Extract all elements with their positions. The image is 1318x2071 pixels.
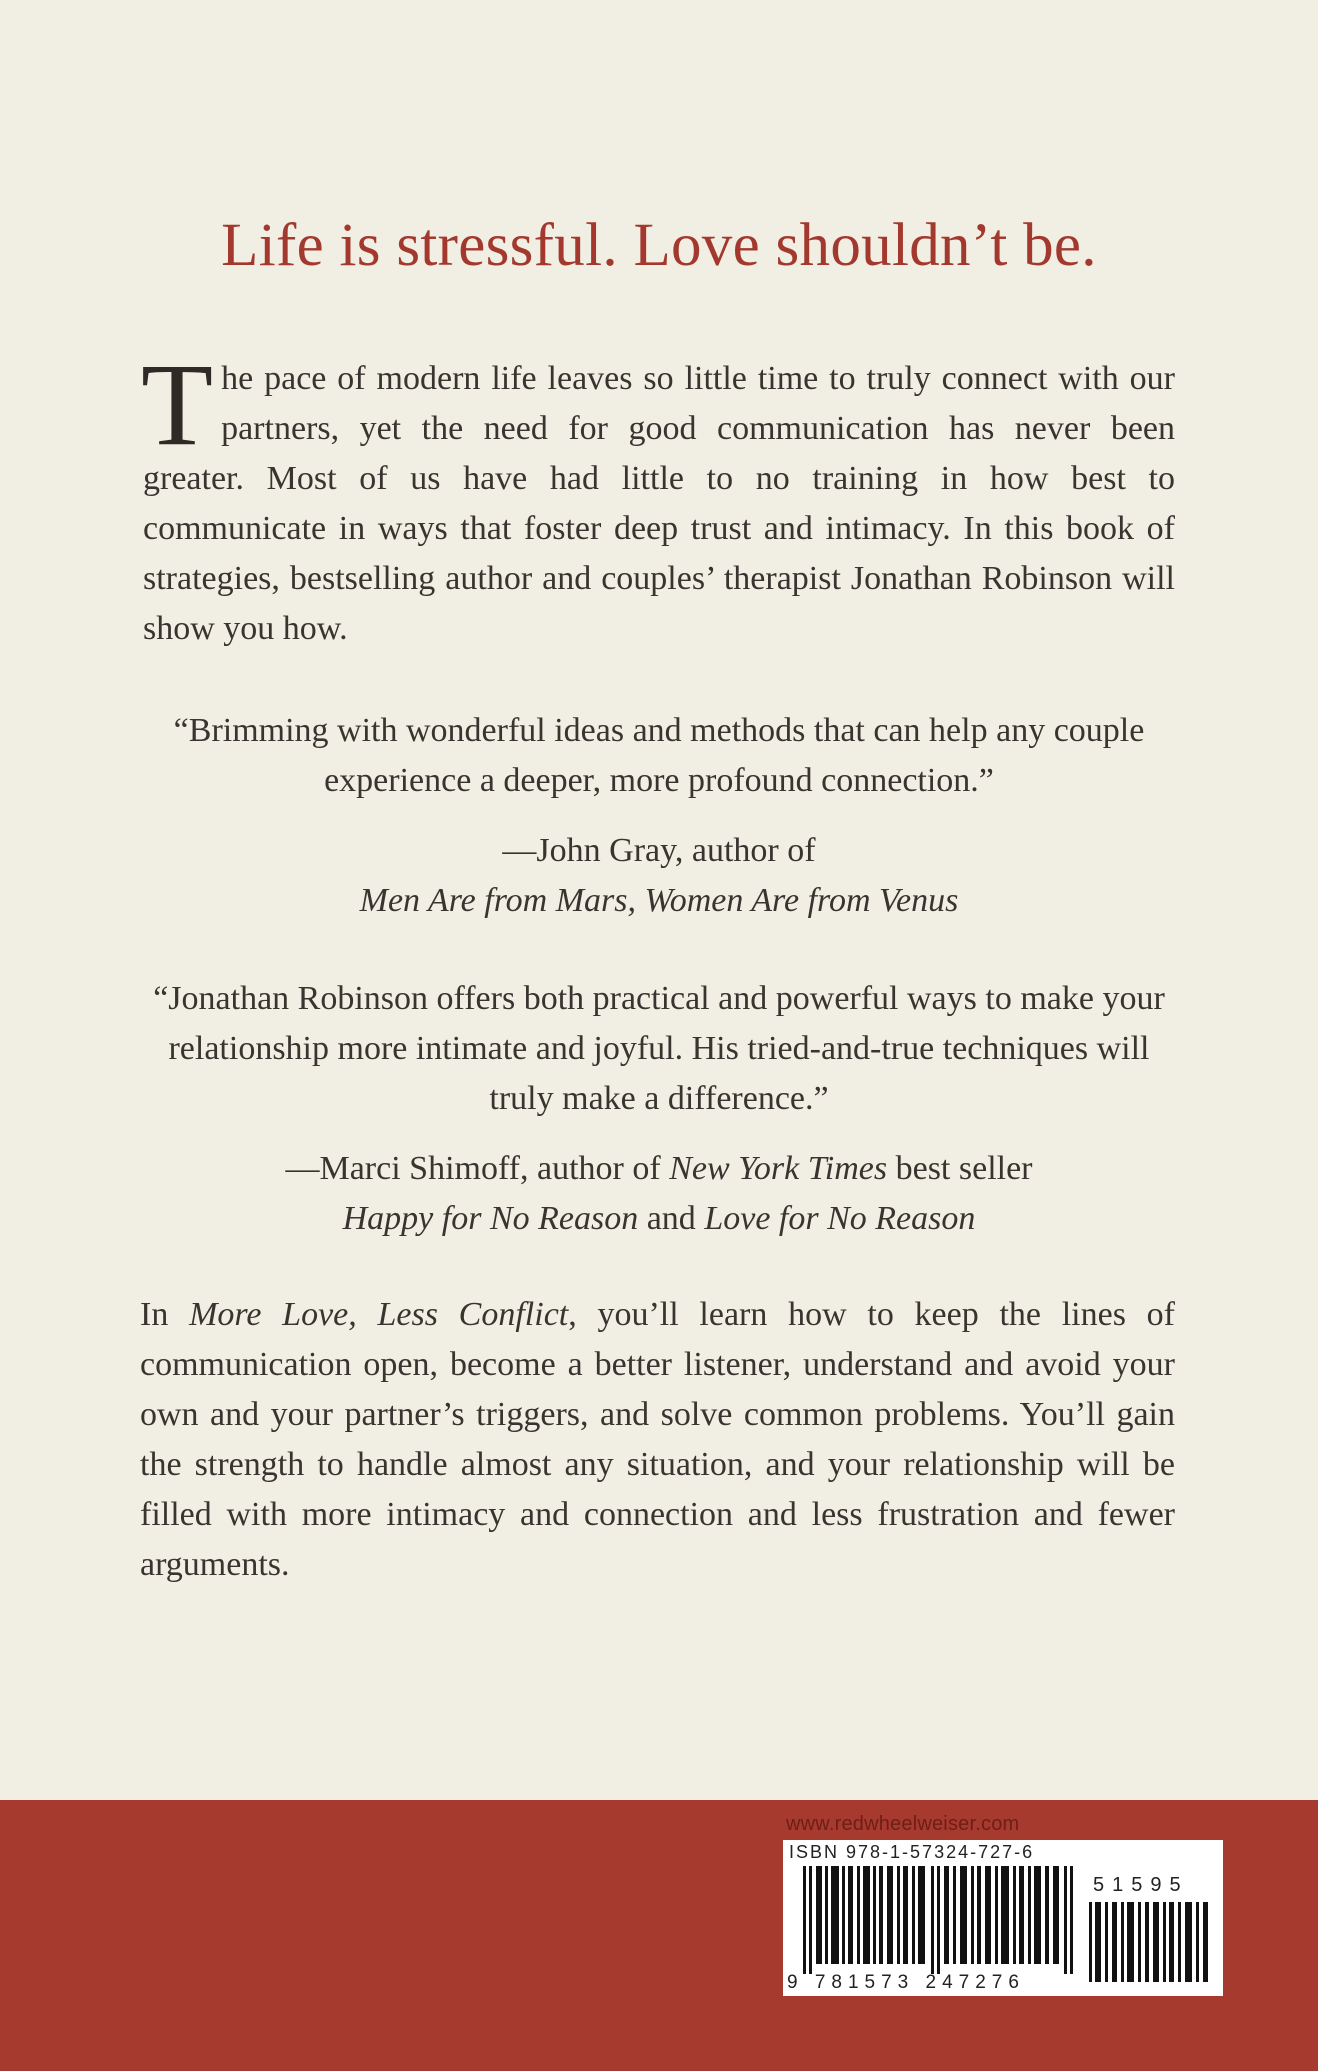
quote-shimoff: “Jonathan Robinson offers both practical and powerful ways to make your relationship more intimate and joyful. His tried-and-true techniques will truly make a difference.” bbox=[153, 980, 1165, 1117]
attribution-shimoff bbox=[143, 1144, 1175, 1244]
drop-cap: T bbox=[141, 339, 214, 470]
barcode-digits: 9 781573 247276 bbox=[787, 1972, 1025, 1993]
barcode-panel bbox=[783, 1840, 1223, 1996]
shimoff-work-2: Love for No Reason bbox=[704, 1200, 976, 1237]
price-code-digits: 51595 bbox=[1093, 1874, 1189, 1896]
attribution-shimoff-line1 bbox=[143, 1144, 1175, 1194]
book-title: More Love, Less Conflict bbox=[189, 1296, 569, 1333]
intro-text: he pace of modern life leaves so little time to truly connect with our partners, yet the need for good communication has never been greater. Most of us have had little to no training in how best to communicate in ways that foster deep trust and intimacy. In this book of strategies, bestselling author and couples’ therapist Jonathan Robinson will show you how. bbox=[143, 360, 1175, 647]
attribution-gray-author: —John Gray, author of bbox=[502, 832, 816, 869]
headline: Life is stressful. Love shouldn’t be. bbox=[221, 212, 1097, 279]
attribution-shimoff-line2 bbox=[143, 1194, 1175, 1244]
publication-name: New York Times bbox=[669, 1150, 888, 1187]
addon-barcode-icon bbox=[1089, 1902, 1211, 1982]
outro-text: , you’ll learn how to keep the lines of communication open, become a better listener, understand and avoid your own and your partner’s triggers, and solve common problems. You’ll gain the strength to handle almost any situation, and your relationship will be filled with more intimacy and connection and less frustration and fewer arguments. bbox=[140, 1296, 1176, 1583]
outro-prefix: In bbox=[140, 1296, 169, 1333]
intro-paragraph bbox=[141, 339, 1175, 654]
publisher-url: www.redwheelweiser.com bbox=[786, 1813, 1020, 1835]
attribution-gray bbox=[143, 826, 1175, 926]
isbn-label: ISBN 978-1-57324-727-6 bbox=[789, 1842, 1035, 1862]
attribution-shimoff-suffix: best seller bbox=[895, 1150, 1033, 1187]
shimoff-work-1: Happy for No Reason bbox=[342, 1200, 639, 1237]
attribution-gray-work: Men Are from Mars, Women Are from Venus bbox=[359, 882, 959, 919]
attribution-shimoff-author: —Marci Shimoff, author of bbox=[285, 1150, 661, 1187]
conjunction: and bbox=[646, 1200, 696, 1237]
quote-gray: “Brimming with wonderful ideas and methods that can help any couple experience a deeper, more profound connection.” bbox=[173, 712, 1145, 799]
barcode-icon bbox=[803, 1866, 1073, 1974]
outro-paragraph bbox=[140, 1290, 1175, 1590]
